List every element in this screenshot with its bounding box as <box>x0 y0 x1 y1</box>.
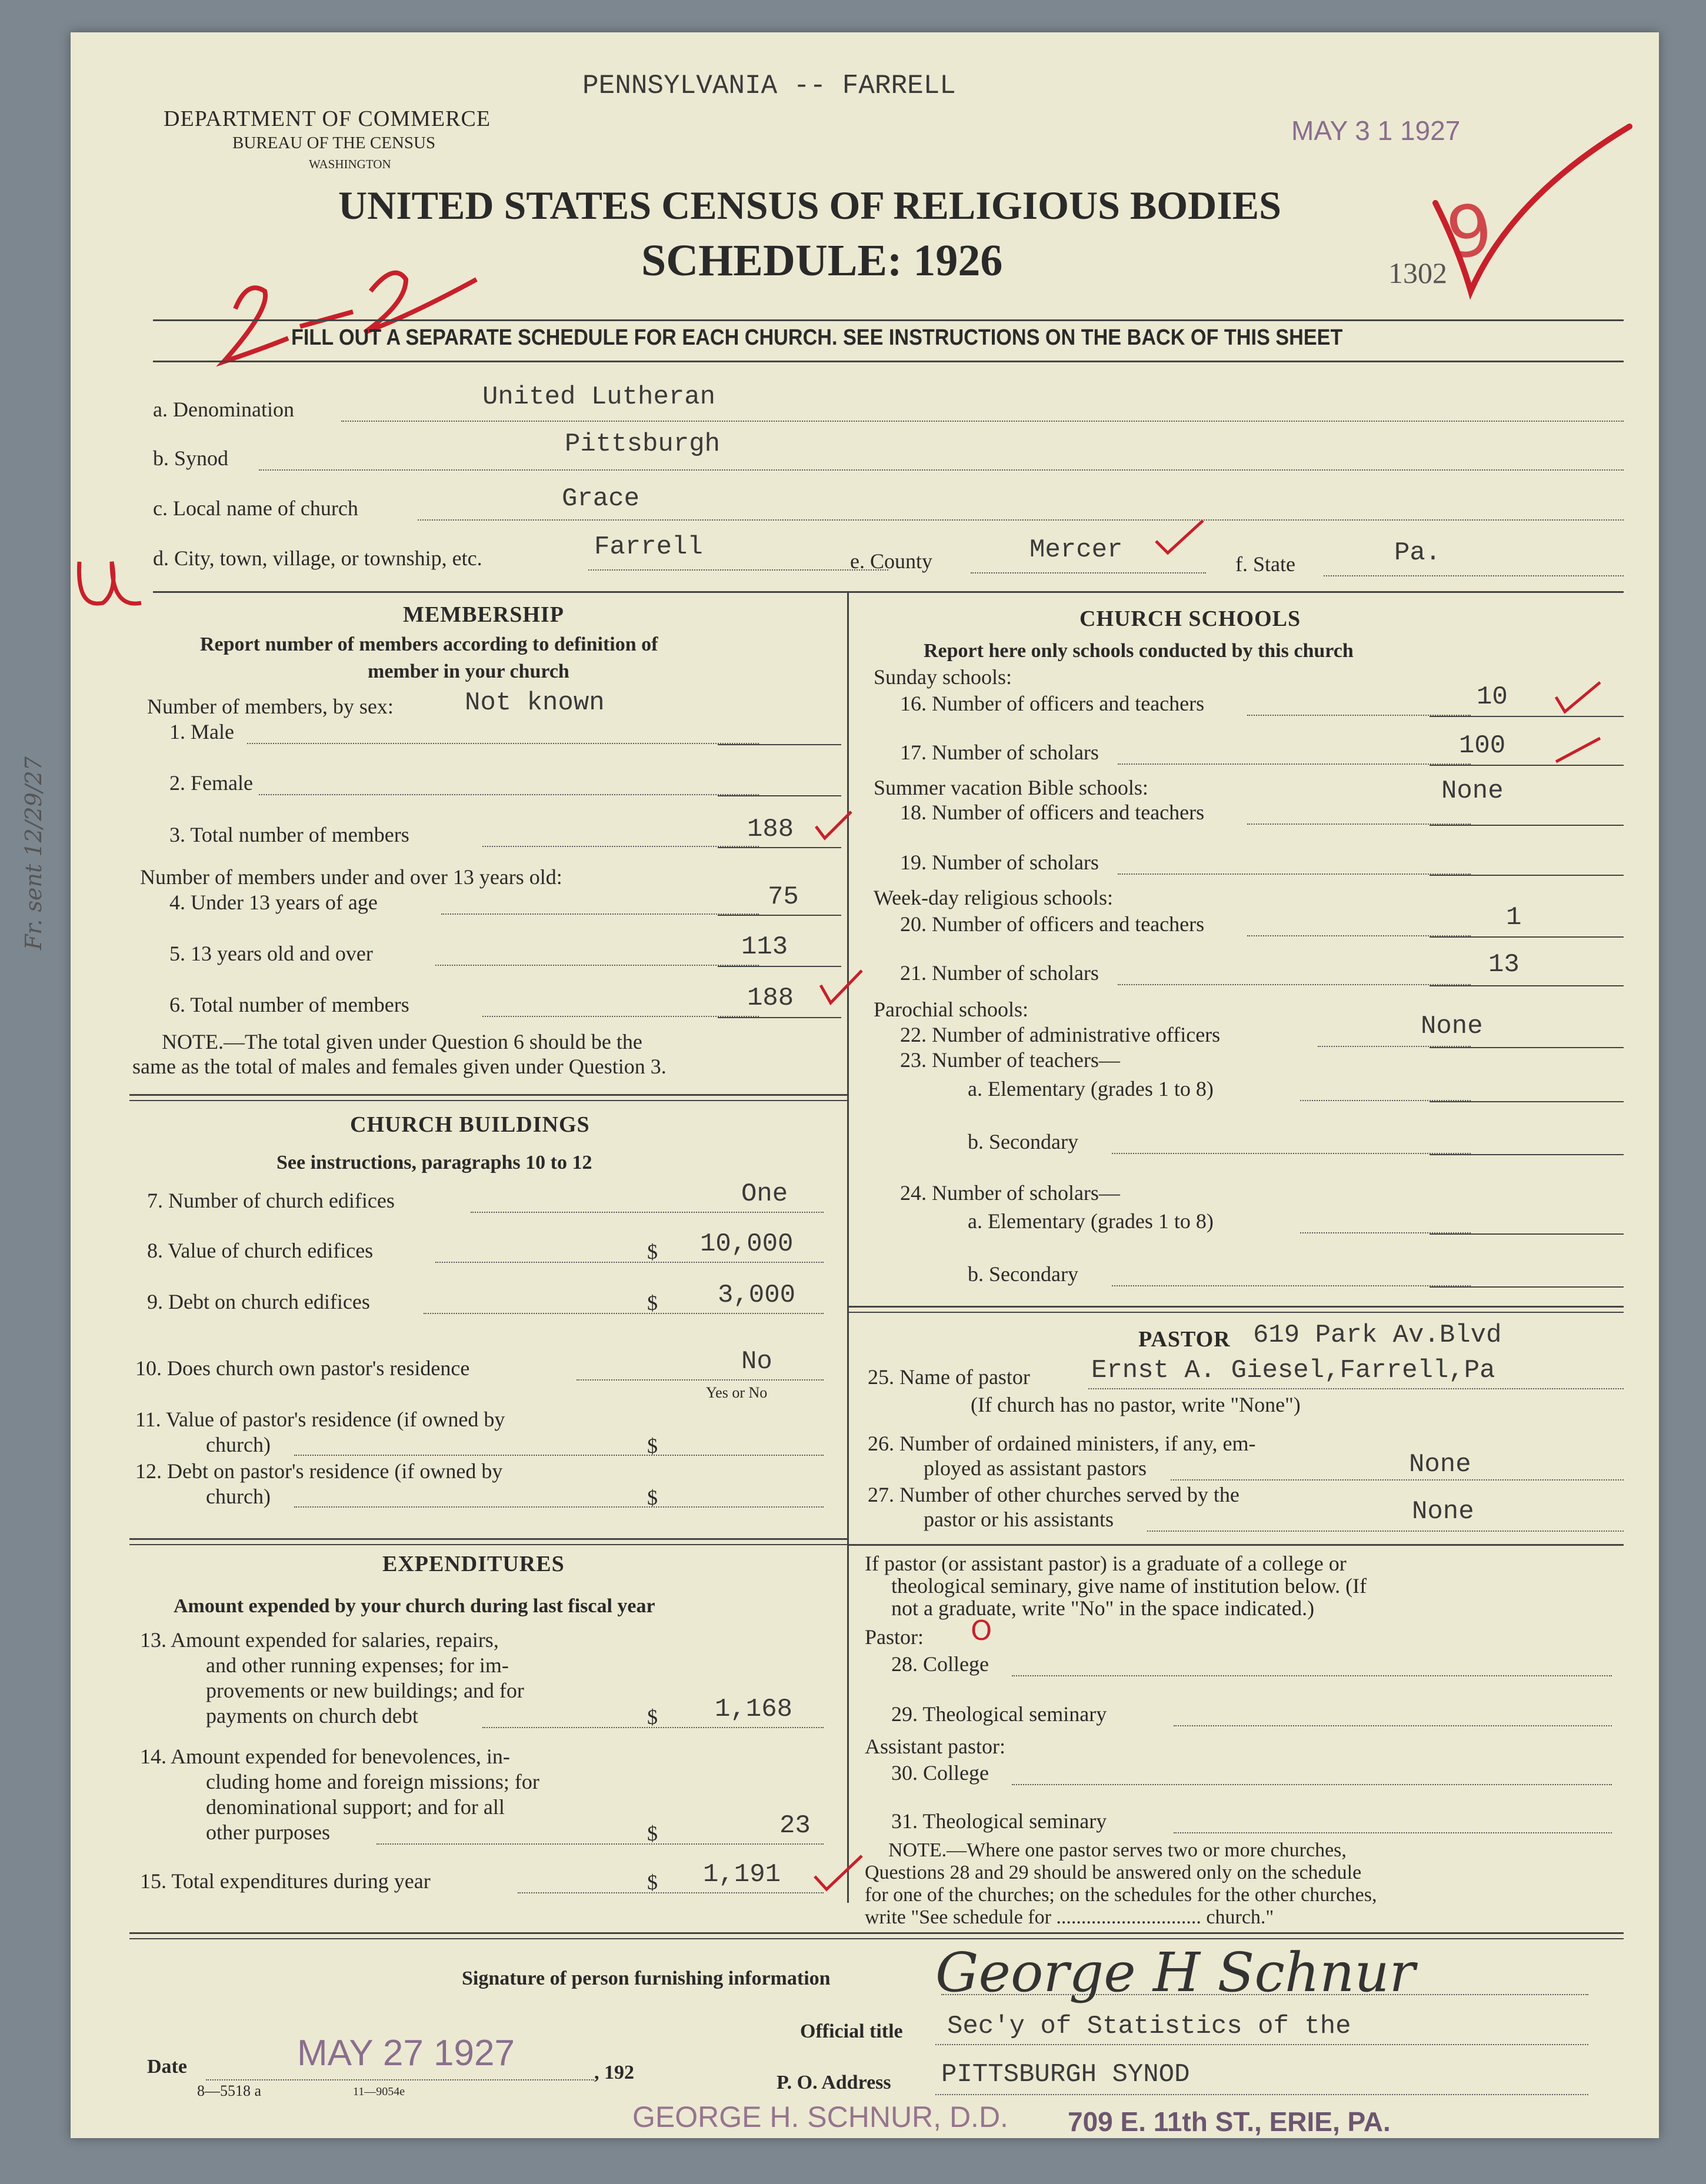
local-name-value: Grace <box>562 484 640 514</box>
q20-value: 1 <box>1506 903 1522 932</box>
yes-no-caption: Yes or No <box>706 1384 768 1401</box>
po-address-value: PITTSBURGH SYNOD <box>941 2060 1190 2089</box>
q9-value: 3,000 <box>718 1281 796 1310</box>
q23b-label: b. Secondary <box>968 1130 1078 1153</box>
q22-label: 22. Number of administrative officers <box>900 1023 1221 1046</box>
buildings-heading: CHURCH BUILDINGS <box>350 1112 590 1137</box>
handwritten-signature: George H Schnur <box>935 1941 1415 2004</box>
q25-label: 25. Name of pastor <box>868 1365 1030 1389</box>
typed-location: PENNSYLVANIA -- FARRELL <box>582 71 956 101</box>
expenditures-heading: EXPENDITURES <box>382 1552 565 1576</box>
q25-note: (If church has no pastor, write "None") <box>971 1393 1301 1416</box>
bureau-name: BUREAU OF THE CENSUS <box>232 134 436 152</box>
department-name: DEPARTMENT OF COMMERCE <box>164 106 491 131</box>
weekday-schools-label: Week-day religious schools: <box>874 886 1114 909</box>
assistant-pastor-label: Assistant pastor: <box>865 1735 1005 1758</box>
q28-label: 28. College <box>891 1652 989 1676</box>
q4-label: 4. Under 13 years of age <box>169 891 378 914</box>
form-number: 8—5518 a <box>197 2082 262 2099</box>
q27-label-1: 27. Number of other churches served by the <box>868 1483 1239 1506</box>
pastor-note-4: write "See schedule for ............................. church." <box>865 1906 1274 1928</box>
washington-label: WASHINGTON <box>309 157 391 171</box>
form-title: UNITED STATES CENSUS OF RELIGIOUS BODIES <box>338 183 1281 228</box>
membership-subtitle-2: member in your church <box>368 661 569 682</box>
q18-label: 18. Number of officers and teachers <box>900 801 1205 824</box>
parochial-schools-label: Parochial schools: <box>874 998 1028 1021</box>
q27-value: None <box>1412 1497 1474 1526</box>
q8-dollar: $ <box>647 1240 658 1263</box>
q8-label: 8. Value of church edifices <box>147 1239 374 1262</box>
denomination-value: United Lutheran <box>482 382 716 412</box>
signature-label: Signature of person furnishing information <box>462 1968 831 1989</box>
city-label: d. City, town, village, or township, etc. <box>153 546 482 570</box>
q15-value: 1,191 <box>703 1860 781 1889</box>
q7-label: 7. Number of church edifices <box>147 1189 395 1212</box>
red-scrawl-icon <box>200 256 494 374</box>
q3-label: 3. Total number of members <box>169 823 409 846</box>
graduate-note-1: If pastor (or assistant pastor) is a graduate of a college or <box>865 1552 1347 1575</box>
q30-label: 30. College <box>891 1761 989 1785</box>
pastor-education-label: Pastor: <box>865 1625 924 1649</box>
print-number: 11—9054e <box>353 2085 405 2098</box>
pastor-heading: PASTOR <box>1138 1327 1231 1352</box>
q31-label: 31. Theological seminary <box>891 1809 1107 1833</box>
q12-label-2: church) <box>206 1485 271 1508</box>
date-label: Date <box>147 2056 187 2078</box>
q16-label: 16. Number of officers and teachers <box>900 692 1205 715</box>
membership-note-1: NOTE.—The total given under Question 6 should be the <box>162 1030 642 1053</box>
q15-dollar: $ <box>647 1870 658 1894</box>
summer-schools-label: Summer vacation Bible schools: <box>874 776 1148 799</box>
red-tick-icon <box>813 809 854 844</box>
q11-label-1: 11. Value of pastor's residence (if owned by <box>135 1408 505 1431</box>
q24a-label: a. Elementary (grades 1 to 8) <box>968 1209 1214 1233</box>
q26-label-1: 26. Number of ordained ministers, if any, em- <box>868 1432 1256 1455</box>
q11-dollar: $ <box>647 1434 658 1458</box>
expenditures-subtitle: Amount expended by your church during last fiscal year <box>174 1595 655 1617</box>
q20-label: 20. Number of officers and teachers <box>900 912 1205 936</box>
membership-subtitle-1: Report number of members according to definition of <box>200 633 658 655</box>
q8-value: 10,000 <box>700 1229 794 1259</box>
q26-value: None <box>1409 1450 1471 1479</box>
q13-dollar: $ <box>647 1705 658 1729</box>
red-tick-icon <box>812 1853 865 1894</box>
q12-label-1: 12. Debt on pastor's residence (if owned by <box>135 1459 503 1483</box>
schools-heading: CHURCH SCHOOLS <box>1079 606 1301 631</box>
red-tick-icon <box>1153 518 1206 559</box>
q23-label: 23. Number of teachers— <box>900 1048 1120 1072</box>
date-year-suffix: , 192 <box>594 2062 634 2083</box>
received-date-stamp: MAY 3 1 1927 <box>1291 115 1461 146</box>
denomination-label: a. Denomination <box>153 398 294 421</box>
red-tick-icon <box>818 968 865 1009</box>
state-value: Pa. <box>1394 538 1441 568</box>
graduate-note-3: not a graduate, write "No" in the space indicated.) <box>891 1596 1315 1620</box>
q6-label: 6. Total number of members <box>169 993 409 1016</box>
q4-value: 75 <box>768 882 799 912</box>
state-label: f. State <box>1235 552 1295 576</box>
buildings-subtitle: See instructions, paragraphs 10 to 12 <box>276 1152 592 1173</box>
q13-label-1: 13. Amount expended for salaries, repairs, <box>140 1628 499 1652</box>
city-value: Farrell <box>594 532 703 562</box>
date-stamp: MAY 27 1927 <box>297 2033 515 2073</box>
sunday-schools-label: Sunday schools: <box>874 665 1012 689</box>
name-stamp: GEORGE H. SCHNUR, D.D. <box>632 2100 1008 2133</box>
q15-label: 15. Total expenditures during year <box>140 1869 431 1893</box>
q21-label: 21. Number of scholars <box>900 961 1099 985</box>
q24-label: 24. Number of scholars— <box>900 1181 1120 1205</box>
age-intro-label: Number of members under and over 13 years old: <box>140 865 562 889</box>
q26-label-2: ployed as assistant pastors <box>924 1456 1147 1480</box>
q7-value: One <box>741 1179 788 1209</box>
pastor-note-1: NOTE.—Where one pastor serves two or more churches, <box>888 1839 1347 1861</box>
q13-value: 1,168 <box>715 1695 793 1724</box>
pastor-note-3: for one of the churches; on the schedules for the other churches, <box>865 1884 1377 1906</box>
membership-note-2: same as the total of males and females given under Question 3. <box>132 1055 667 1078</box>
margin-pencil-note: Fr. sent 12/29/27 <box>21 756 46 950</box>
q13-label-4: payments on church debt <box>206 1704 418 1728</box>
q3-value: 188 <box>747 815 794 844</box>
q10-label: 10. Does church own pastor's residence <box>135 1356 470 1380</box>
q25-value: Ernst A. Giesel,Farrell,Pa <box>1091 1356 1495 1385</box>
q27-label-2: pastor or his assistants <box>924 1508 1114 1531</box>
county-value: Mercer <box>1029 535 1123 565</box>
q10-value: No <box>741 1347 772 1376</box>
serial-number: 1302 <box>1388 256 1447 289</box>
q18-value: None <box>1441 776 1504 806</box>
q19-label: 19. Number of scholars <box>900 851 1099 874</box>
q5-value: 113 <box>741 932 788 962</box>
q22-value: None <box>1421 1012 1483 1041</box>
q14-value: 23 <box>779 1811 811 1840</box>
synod-value: Pittsburgh <box>565 429 721 459</box>
q23a-label: a. Elementary (grades 1 to 8) <box>968 1077 1214 1101</box>
local-name-label: c. Local name of church <box>153 496 358 520</box>
q13-label-2: and other running expenses; for im- <box>206 1653 509 1677</box>
synod-label: b. Synod <box>153 446 229 470</box>
red-tick-icon <box>1553 679 1606 726</box>
pastor-education-mark: O <box>971 1615 992 1646</box>
q12-dollar: $ <box>647 1486 658 1509</box>
q14-label-1: 14. Amount expended for benevolences, in- <box>140 1745 510 1768</box>
q16-value: 10 <box>1477 682 1508 712</box>
q29-label: 29. Theological seminary <box>891 1702 1107 1726</box>
q17-value: 100 <box>1459 731 1506 761</box>
q2-label: 2. Female <box>169 771 253 795</box>
county-label: e. County <box>850 549 932 573</box>
q1-label: 1. Male <box>169 720 234 743</box>
q14-label-3: denominational support; and for all <box>206 1795 505 1819</box>
members-by-sex-value: Not known <box>465 688 605 718</box>
red-check-icon <box>1424 115 1647 309</box>
red-margin-mark-icon <box>71 550 147 621</box>
address-stamp: 709 E. 11th ST., ERIE, PA. <box>1068 2106 1391 2137</box>
red-tally-number: 9 <box>1441 188 1498 276</box>
q9-label: 9. Debt on church edifices <box>147 1290 370 1313</box>
census-schedule-sheet <box>21 32 1659 2138</box>
official-title-label: Official title <box>800 2020 903 2042</box>
po-address-label: P. O. Address <box>777 2072 891 2093</box>
instruction-banner: FILL OUT A SEPARATE SCHEDULE FOR EACH CHURCH. SEE INSTRUCTIONS ON THE BACK OF THIS SHEET <box>291 325 1343 350</box>
members-by-sex-label: Number of members, by sex: <box>147 695 394 718</box>
schools-subtitle: Report here only schools conducted by this church <box>924 640 1354 662</box>
q6-value: 188 <box>747 983 794 1013</box>
graduate-note-2: theological seminary, give name of institution below. (If <box>891 1574 1367 1598</box>
red-tick-icon <box>1553 732 1606 768</box>
schedule-year: SCHEDULE: 1926 <box>641 236 1003 285</box>
official-title-value: Sec'y of Statistics of the <box>947 2012 1351 2041</box>
q14-dollar: $ <box>647 1822 658 1845</box>
q5-label: 5. 13 years old and over <box>169 942 373 965</box>
pastor-address-typed: 619 Park Av.Blvd <box>1253 1321 1502 1350</box>
q9-dollar: $ <box>647 1291 658 1315</box>
q14-label-4: other purposes <box>206 1820 330 1844</box>
q17-label: 17. Number of scholars <box>900 741 1099 764</box>
q13-label-3: provements or new buildings; and for <box>206 1679 524 1702</box>
q21-value: 13 <box>1488 950 1520 979</box>
pastor-note-2: Questions 28 and 29 should be answered only on the schedule <box>865 1862 1362 1883</box>
q11-label-2: church) <box>206 1433 271 1456</box>
q24b-label: b. Secondary <box>968 1262 1078 1286</box>
membership-heading: MEMBERSHIP <box>403 602 564 627</box>
q14-label-2: cluding home and foreign missions; for <box>206 1770 539 1793</box>
